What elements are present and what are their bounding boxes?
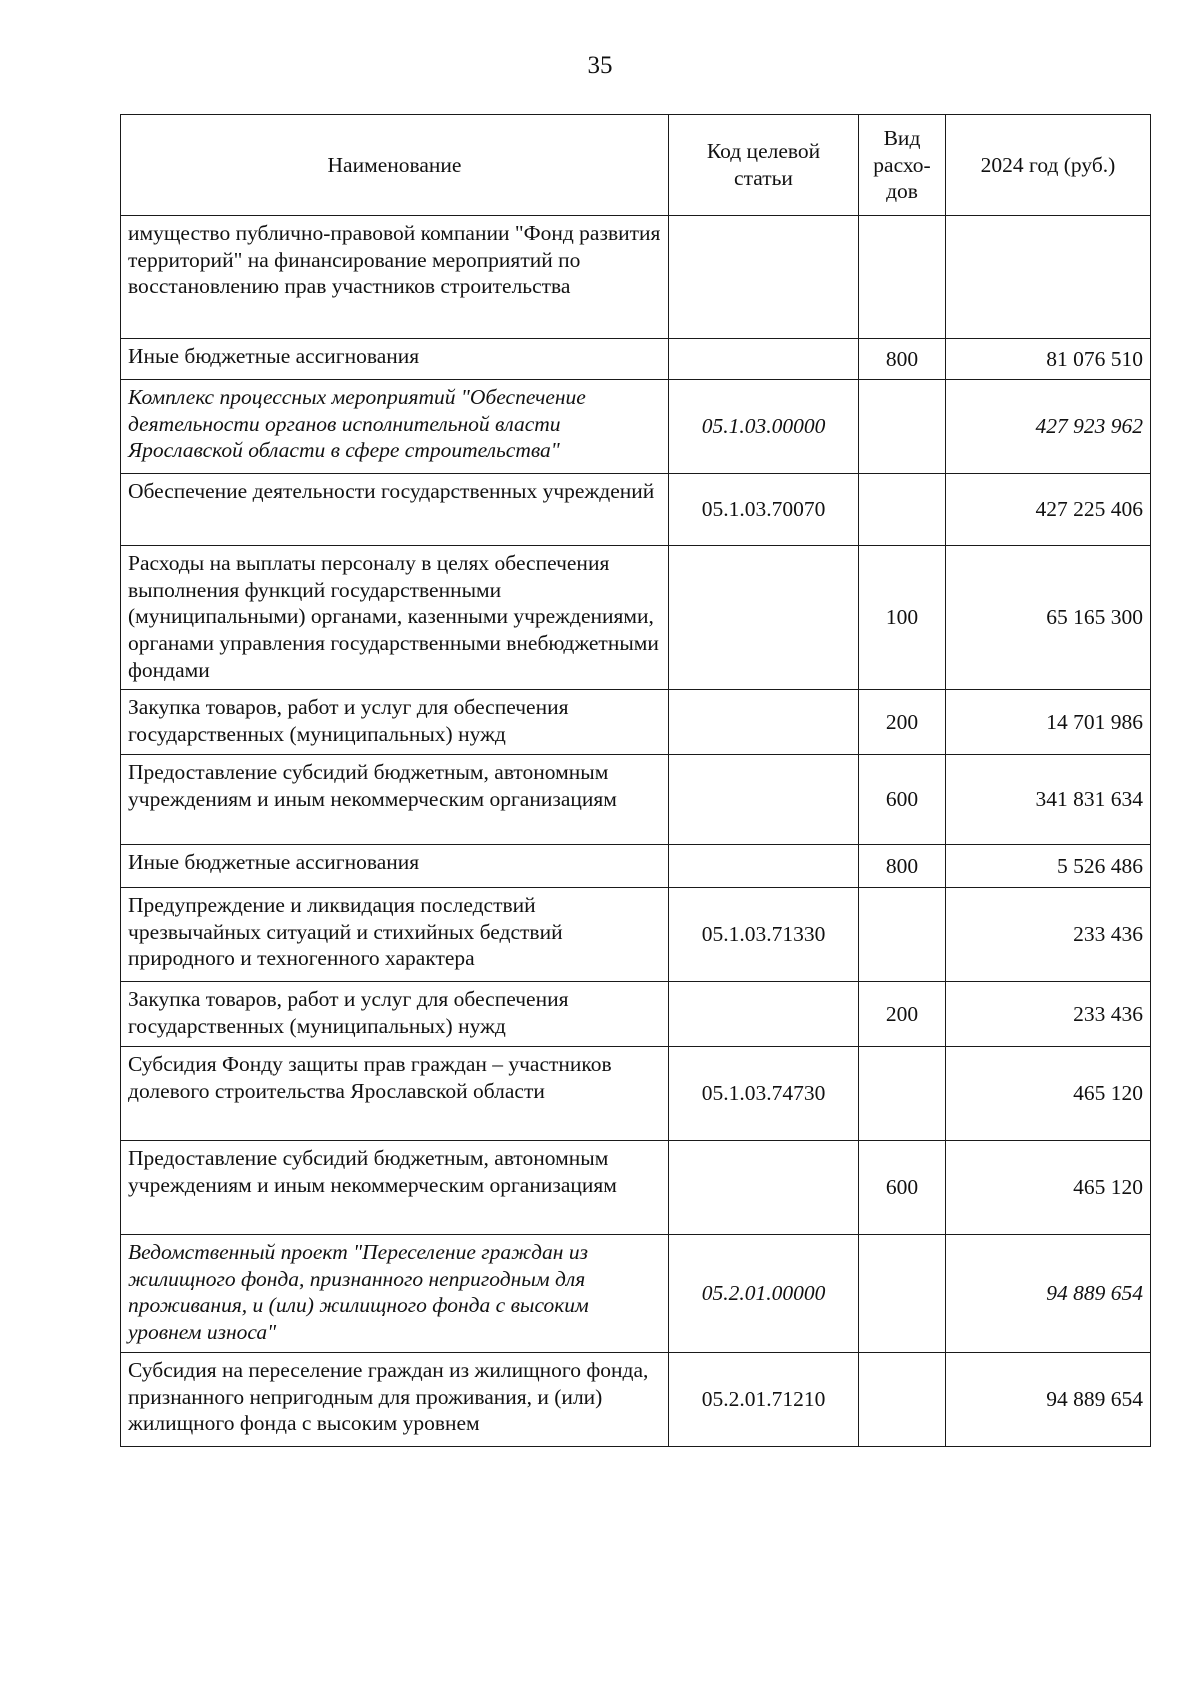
cell-name: Закупка товаров, работ и услуг для обеспечения государственных (муниципальных) нужд: [121, 982, 669, 1047]
cell-amount: 465 120: [946, 1141, 1151, 1235]
header-vid: Вид расхо-дов: [859, 115, 946, 216]
cell-code: 05.1.03.70070: [669, 474, 859, 546]
cell-code: [669, 1141, 859, 1235]
cell-name: Субсидия Фонду защиты прав граждан – участников долевого строительства Ярославской области: [121, 1047, 669, 1141]
table-row: [121, 380, 1151, 474]
cell-code: [669, 216, 859, 339]
cell-vid: [859, 1235, 946, 1353]
cell-amount: 465 120: [946, 1047, 1151, 1141]
cell-code: 05.1.03.00000: [669, 380, 859, 474]
cell-name: Комплекс процессных мероприятий "Обеспечение деятельности органов исполнительной власти Ярославской области в сфере строительства": [121, 380, 669, 474]
cell-amount: 94 889 654: [946, 1235, 1151, 1353]
cell-vid: [859, 474, 946, 546]
table-row: [121, 339, 1151, 380]
cell-code: 05.2.01.00000: [669, 1235, 859, 1353]
table-row: [121, 845, 1151, 888]
cell-name: Иные бюджетные ассигнования: [121, 339, 669, 380]
cell-amount: 5 526 486: [946, 845, 1151, 888]
cell-code: 05.1.03.71330: [669, 888, 859, 982]
cell-name: Предоставление субсидий бюджетным, автономным учреждениям и иным некоммерческим организациям: [121, 1141, 669, 1235]
cell-vid: 100: [859, 546, 946, 690]
cell-name: Предоставление субсидий бюджетным, автономным учреждениям и иным некоммерческим организациям: [121, 755, 669, 845]
cell-name: Предупреждение и ликвидация последствий чрезвычайных ситуаций и стихийных бедствий природного и техногенного характера: [121, 888, 669, 982]
table-row: [121, 1141, 1151, 1235]
cell-amount: 233 436: [946, 888, 1151, 982]
table-row: [121, 546, 1151, 690]
cell-vid: 800: [859, 845, 946, 888]
header-code: Код целевой статьи: [669, 115, 859, 216]
budget-table: [120, 114, 1151, 1447]
table-row: [121, 1047, 1151, 1141]
header-name: Наименование: [121, 115, 669, 216]
cell-amount: 65 165 300: [946, 546, 1151, 690]
page-number: 35: [587, 52, 613, 79]
header-amount: 2024 год (руб.): [946, 115, 1151, 216]
table-body: [121, 216, 1151, 1447]
cell-vid: [859, 1047, 946, 1141]
cell-vid: 200: [859, 982, 946, 1047]
table-row: [121, 1235, 1151, 1353]
cell-vid: 600: [859, 755, 946, 845]
cell-code: 05.2.01.71210: [669, 1353, 859, 1447]
cell-vid: 600: [859, 1141, 946, 1235]
table-row: [121, 690, 1151, 755]
cell-code: [669, 982, 859, 1047]
cell-code: [669, 845, 859, 888]
cell-amount: 94 889 654: [946, 1353, 1151, 1447]
cell-vid: [859, 888, 946, 982]
cell-amount: 233 436: [946, 982, 1151, 1047]
cell-name: Расходы на выплаты персоналу в целях обеспечения выполнения функций государственными (муниципальными) органами, казенными учреждениями, органами управления государственными внебюджетными фондами: [121, 546, 669, 690]
cell-vid: [859, 1353, 946, 1447]
cell-name: Иные бюджетные ассигнования: [121, 845, 669, 888]
cell-name: Обеспечение деятельности государственных учреждений: [121, 474, 669, 546]
cell-name: Ведомственный проект "Переселение граждан из жилищного фонда, признанного непригодным для проживания, и (или) жилищного фонда с высоким уровнем износа": [121, 1235, 669, 1353]
cell-name: Субсидия на переселение граждан из жилищного фонда, признанного непригодным для проживания, и (или) жилищного фонда с высоким уровнем: [121, 1353, 669, 1447]
cell-vid: 800: [859, 339, 946, 380]
table-row: [121, 1353, 1151, 1447]
table-row: [121, 216, 1151, 339]
cell-vid: [859, 380, 946, 474]
table-row: [121, 888, 1151, 982]
cell-amount: 427 923 962: [946, 380, 1151, 474]
cell-amount: 81 076 510: [946, 339, 1151, 380]
cell-code: [669, 755, 859, 845]
table-row: [121, 982, 1151, 1047]
table-row: [121, 474, 1151, 546]
cell-amount: [946, 216, 1151, 339]
cell-amount: 14 701 986: [946, 690, 1151, 755]
cell-code: [669, 546, 859, 690]
cell-code: [669, 339, 859, 380]
cell-vid: 200: [859, 690, 946, 755]
cell-code: 05.1.03.74730: [669, 1047, 859, 1141]
cell-code: [669, 690, 859, 755]
table-row: [121, 755, 1151, 845]
cell-amount: 341 831 634: [946, 755, 1151, 845]
cell-vid: [859, 216, 946, 339]
cell-name: имущество публично-правовой компании "Фонд развития территорий" на финансирование мероприятий по восстановлению прав участников строительства: [121, 216, 669, 339]
cell-name: Закупка товаров, работ и услуг для обеспечения государственных (муниципальных) нужд: [121, 690, 669, 755]
table-header-row: [121, 115, 1151, 216]
cell-amount: 427 225 406: [946, 474, 1151, 546]
